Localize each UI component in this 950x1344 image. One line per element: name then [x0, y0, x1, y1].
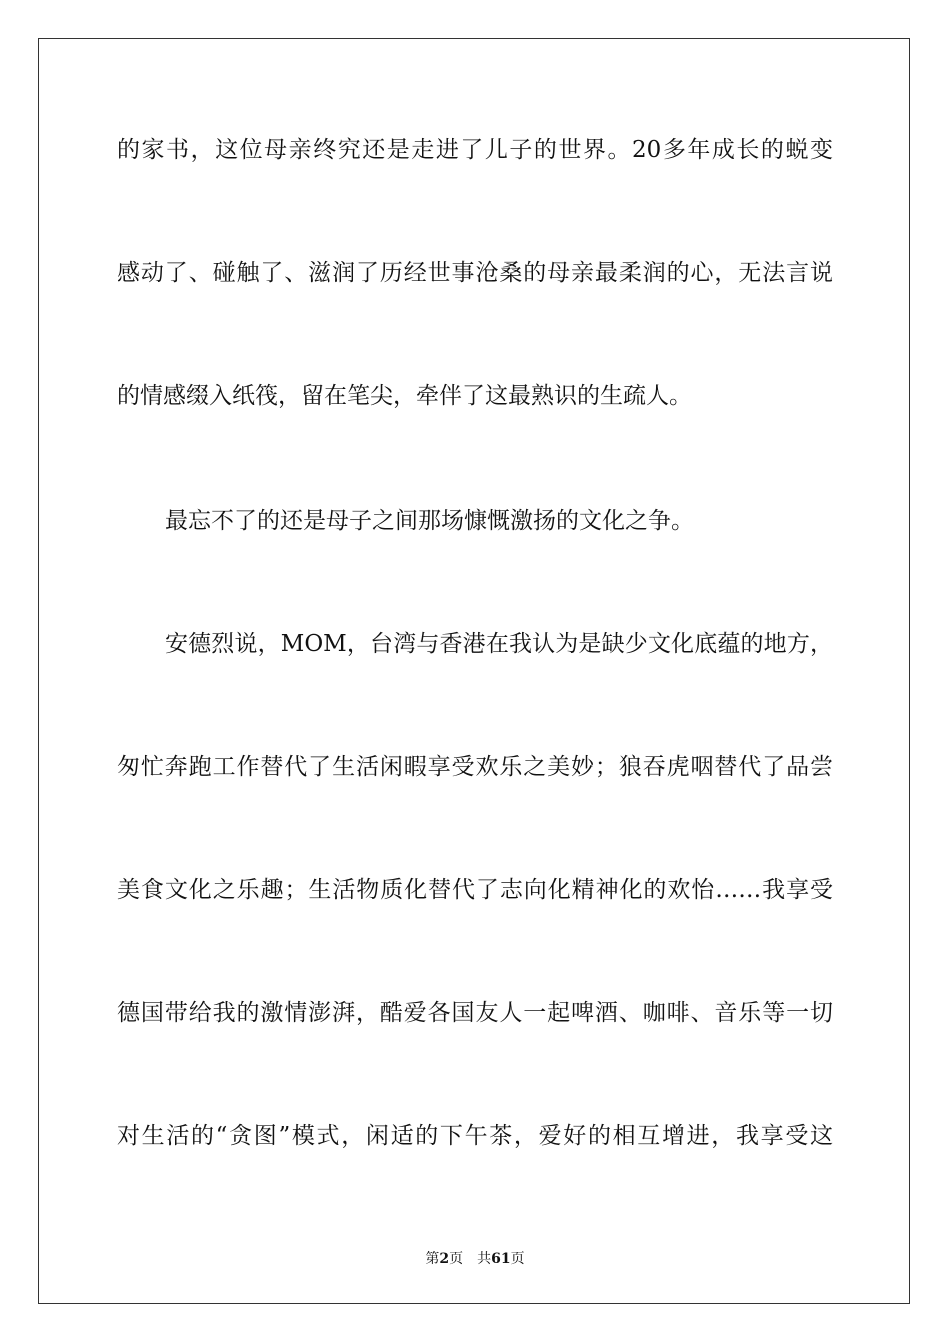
paragraph-2-line-1: 最忘不了的还是母子之间那场慷慨激扬的文化之争。	[165, 508, 694, 534]
paragraph-3-line-1: 安德烈说，MOM，台湾与香港在我认为是缺少文化底蕴的地方，	[165, 631, 833, 657]
footer-page-suffix: 页	[449, 1251, 464, 1267]
paragraph-1-line-3: 的情感缀入纸筏，留在笔尖，牵伴了这最熟识的生疏人。	[117, 383, 692, 409]
page-border	[38, 38, 910, 1304]
footer-total-pages: 61	[491, 1251, 511, 1267]
footer-page-number: 2	[439, 1251, 450, 1267]
paragraph-3-line-5: 对生活的“贪图”模式，闲适的下午茶，爱好的相互增进，我享受这	[117, 1123, 833, 1149]
paragraph-1-line-1: 的家书，这位母亲终究还是走进了儿子的世界。20多年成长的蜕变	[117, 137, 833, 163]
paragraph-1-line-2: 感动了、碰触了、滋润了历经世事沧桑的母亲最柔润的心，无法言说	[117, 260, 833, 286]
paragraph-3-line-2: 匆忙奔跑工作替代了生活闲暇享受欢乐之美妙；狼吞虎咽替代了品尝	[117, 754, 833, 780]
page-footer	[0, 1250, 950, 1268]
footer-total-prefix: 共	[477, 1251, 492, 1267]
footer-total-suffix: 页	[510, 1251, 525, 1267]
paragraph-3-line-3: 美食文化之乐趣；生活物质化替代了志向化精神化的欢怡……我享受	[117, 877, 833, 903]
paragraph-3-line-4: 德国带给我的激情澎湃，酷爱各国友人一起啤酒、咖啡、音乐等一切	[117, 1000, 833, 1026]
footer-page-prefix: 第	[425, 1251, 440, 1267]
